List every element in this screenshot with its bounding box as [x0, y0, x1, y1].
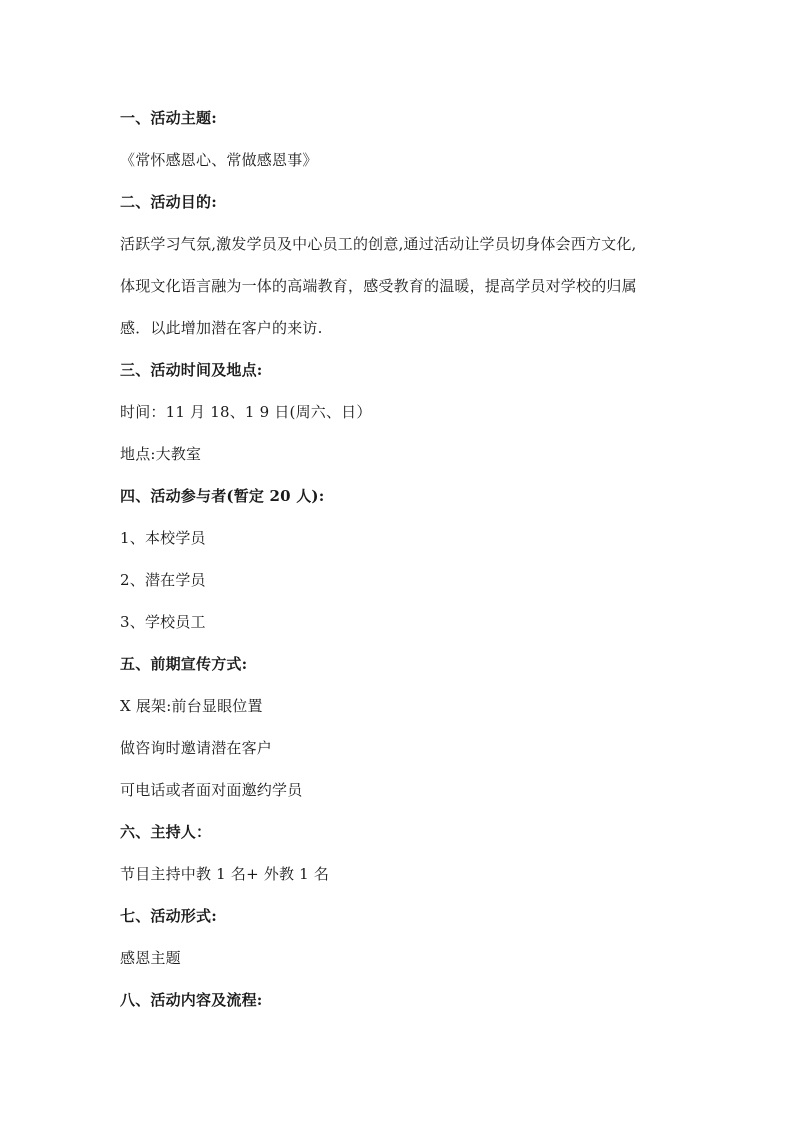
- host-text: 节目主持中教 1 名+ 外教 1 名: [120, 865, 330, 883]
- format-text: 感恩主题: [120, 949, 181, 967]
- section-heading-promotion: 五、前期宣传方式:: [120, 655, 248, 673]
- section-heading-content-flow: 八、活动内容及流程:: [120, 991, 263, 1009]
- promotion-item: 做咨询时邀请潜在客户: [120, 739, 273, 757]
- purpose-text-line-2: 体现文化语言融为一体的高端教育，感受教育的温暖，提高学员对学校的归属: [120, 277, 637, 295]
- purpose-text-line-1: 活跃学习气氛,激发学员及中心员工的创意,通过活动让学员切身体会西方文化,: [120, 235, 637, 253]
- section-heading-participants: 四、活动参与者(暂定 20 人):: [120, 487, 325, 505]
- promotion-item: X 展架:前台显眼位置: [120, 697, 263, 715]
- purpose-text-line-3: 感．以此增加潜在客户的来访.: [120, 319, 323, 337]
- participant-item: 3、学校员工: [120, 613, 206, 631]
- theme-text: 《常怀感恩心、常做感恩事》: [120, 151, 318, 169]
- promotion-item: 可电话或者面对面邀约学员: [120, 781, 303, 799]
- section-heading-theme: 一、活动主题:: [120, 109, 217, 127]
- section-heading-format: 七、活动形式:: [120, 907, 217, 925]
- place-text: 地点:大教室: [120, 445, 202, 463]
- section-heading-time-place: 三、活动时间及地点:: [120, 361, 263, 379]
- section-heading-host: 六、主持人：: [120, 823, 212, 841]
- participant-item: 2、潜在学员: [120, 571, 206, 589]
- time-text: 时间：11 月 18、1 9 日(周六、日）: [120, 403, 372, 421]
- participant-item: 1、本校学员: [120, 529, 206, 547]
- section-heading-purpose: 二、活动目的:: [120, 193, 217, 211]
